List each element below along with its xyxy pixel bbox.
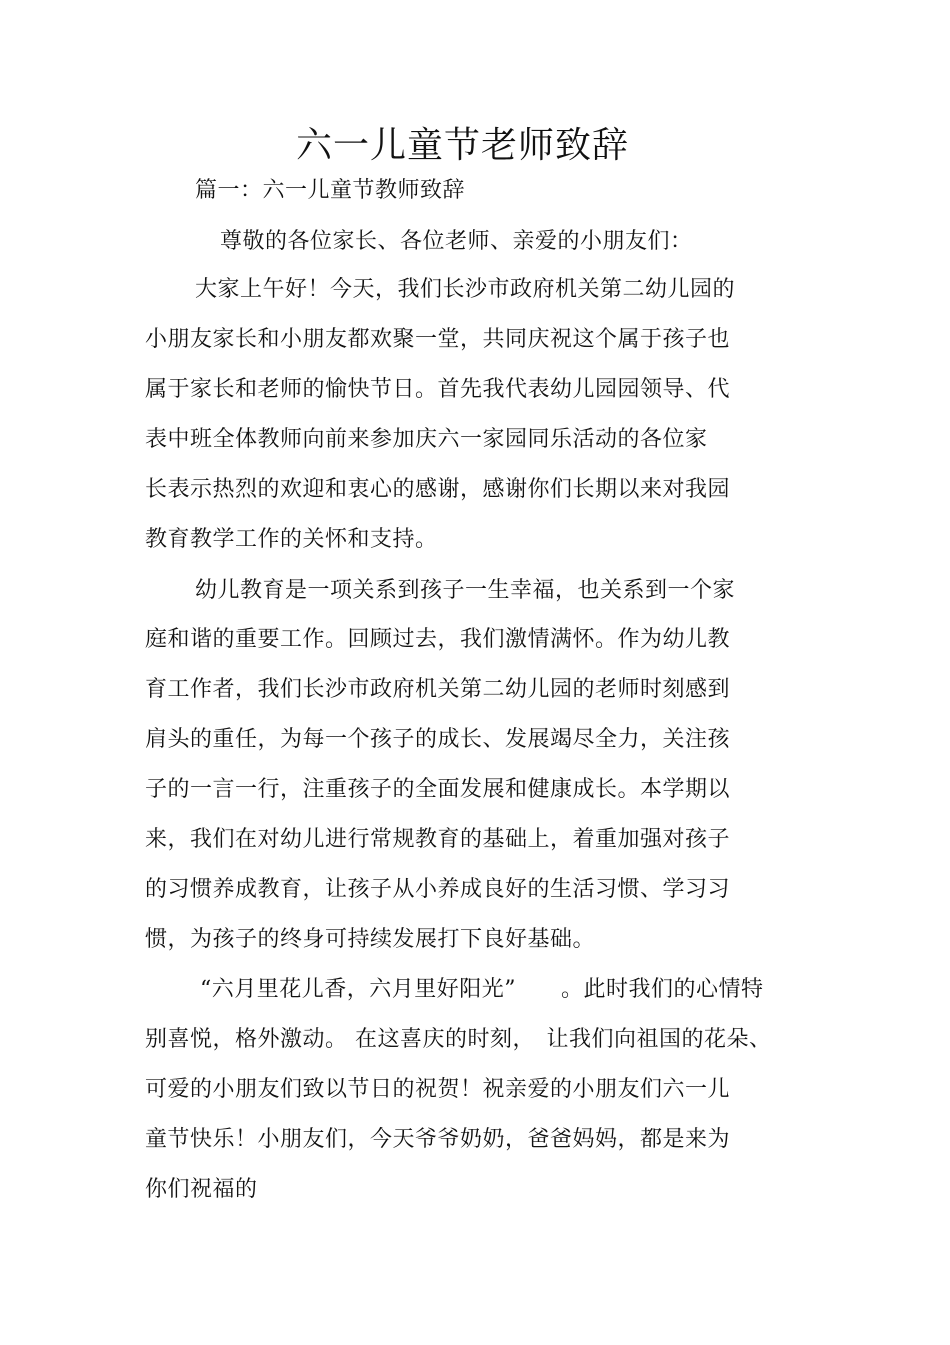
paragraph-2-line-3: 育工作者，我们长沙市政府机关第二幼儿园的老师时刻感到 bbox=[145, 677, 731, 702]
paragraph-2-line-4: 肩头的重任，为每一个孩子的成长、发展竭尽全力，关注孩 bbox=[145, 727, 731, 752]
paragraph-3-line-5: 你们祝福的 bbox=[145, 1177, 258, 1202]
paragraph-1-line-4: 表中班全体教师向前来参加庆六一家园同乐活动的各位家 bbox=[145, 427, 708, 452]
document-title: 六一儿童节老师致辞 bbox=[295, 125, 629, 166]
section-heading: 篇一：六一儿童节教师致辞 bbox=[195, 178, 466, 203]
paragraph-2-line-6: 来，我们在对幼儿进行常规教育的基础上，着重加强对孩子 bbox=[145, 827, 731, 852]
paragraph-2-line-5: 子的一言一行，注重孩子的全面发展和健康成长。本学期以 bbox=[145, 777, 731, 802]
paragraph-1-line-3: 属于家长和老师的愉快节日。首先我代表幼儿园园领导、代 bbox=[145, 377, 731, 402]
paragraph-3-line-4: 童节快乐！小朋友们，今天爷爷奶奶，爸爸妈妈，都是来为 bbox=[145, 1127, 731, 1152]
paragraph-1-line-6: 教育教学工作的关怀和支持。 bbox=[145, 527, 438, 552]
paragraph-3-line-1: “六月里花儿香，六月里好阳光” 。此时我们的心情特 bbox=[200, 977, 764, 1002]
paragraph-3-line-3: 可爱的小朋友们致以节日的祝贺！祝亲爱的小朋友们六一儿 bbox=[145, 1077, 731, 1102]
paragraph-2-line-8: 惯，为孩子的终身可持续发展打下良好基础。 bbox=[145, 927, 596, 952]
paragraph-1-line-1: 大家上午好！今天，我们长沙市政府机关第二幼儿园的 bbox=[195, 277, 736, 302]
paragraph-1-line-2: 小朋友家长和小朋友都欢聚一堂，共同庆祝这个属于孩子也 bbox=[145, 327, 731, 352]
paragraph-2-line-2: 庭和谐的重要工作。回顾过去，我们激情满怀。作为幼儿教 bbox=[145, 627, 731, 652]
paragraph-2-line-1: 幼儿教育是一项关系到孩子一生幸福，也关系到一个家 bbox=[195, 578, 736, 603]
paragraph-1-line-5: 长表示热烈的欢迎和衷心的感谢，感谢你们长期以来对我园 bbox=[145, 477, 731, 502]
paragraph-3-line-2: 别喜悦，格外激动。 在这喜庆的时刻， 让我们向祖国的花朵、 bbox=[145, 1027, 772, 1052]
paragraph-2-line-7: 的习惯养成教育，让孩子从小养成良好的生活习惯、学习习 bbox=[145, 877, 731, 902]
salutation: 尊敬的各位家长、各位老师、亲爱的小朋友们： bbox=[220, 229, 693, 254]
